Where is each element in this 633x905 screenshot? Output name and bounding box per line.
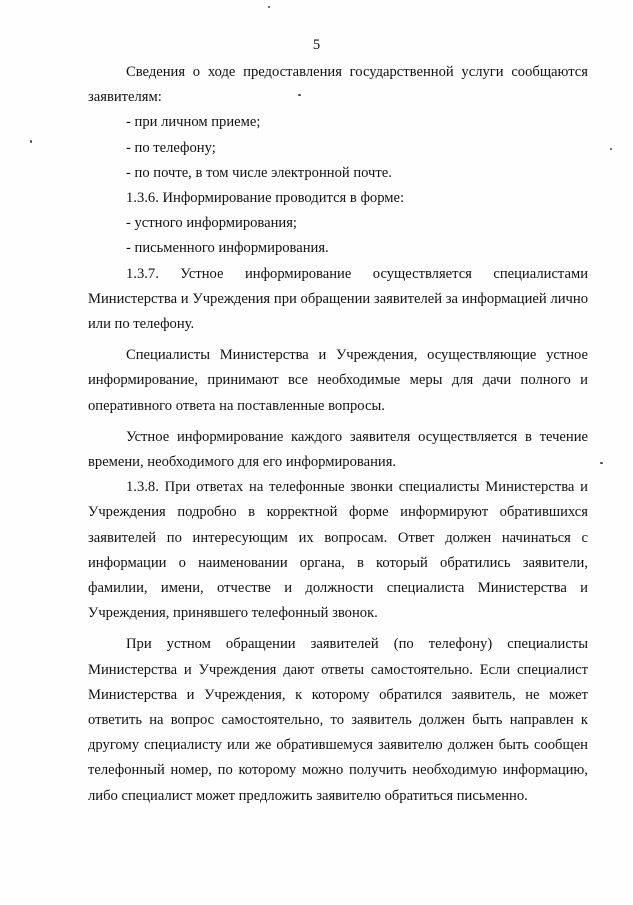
list-item-personal: - при личном приеме; <box>126 114 261 131</box>
document-body <box>88 60 588 809</box>
paragraph-1-3-7: 1.3.7. Устное информирование осуществляется специалистами Министерства и Учреждения при обращении заявителей за информацией лично или по телефону. <box>88 265 588 333</box>
paragraph-1-3-8: 1.3.8. При ответах на телефонные звонки специалисты Министерства и Учреждения подробно в корректной форме информируют обратившихся заявителей по интересующим их вопросам. Ответ должен начинаться с информации о наименовании органа, в который обратились заявители, фамилии, имени, отчестве и должности специалиста Министерства и Учреждения, принявшего телефонный звонок. <box>88 479 588 622</box>
list-item-written: - письменного информирования. <box>126 240 329 257</box>
list-item-oral: - устного информирования; <box>126 215 297 232</box>
paragraph-1-3-6: 1.3.6. Информирование проводится в форме: <box>126 190 405 207</box>
paragraph-oral-requests: При устном обращении заявителей (по телефону) специалисты Министерства и Учреждения дают ответы самостоятельно. Если специалист Министерства и Учреждения, к которому обратился заявитель, не может ответить на вопрос самостоятельно, то заявитель должен быть направлен к другому специалисту или же обратившемуся заявителю должен быть сообщен телефонный номер, по которому можно получить необходимую информацию, либо специалист может предложить заявителю обратиться письменно. <box>88 636 588 804</box>
scan-speck <box>600 462 603 464</box>
paragraph-specialists: Специалисты Министерства и Учреждения, осуществляющие устное информирование, принимают все необходимые меры для дачи полного и оперативного ответа на поставленные вопросы. <box>88 347 588 414</box>
page-number: 5 <box>312 37 321 53</box>
scan-speck <box>268 6 270 8</box>
list-item-mail: - по почте, в том числе электронной почте. <box>126 164 392 181</box>
list-item-phone: - по телефону; <box>126 139 216 156</box>
scan-speck <box>610 148 612 150</box>
paragraph-oral-duration: Устное информирование каждого заявителя осуществляется в течение времени, необходимого для его информирования. <box>88 428 588 471</box>
paragraph-info-channels: Сведения о ходе предоставления государственной услуги сообщаются заявителям: <box>88 64 588 106</box>
scan-speck <box>30 140 32 143</box>
